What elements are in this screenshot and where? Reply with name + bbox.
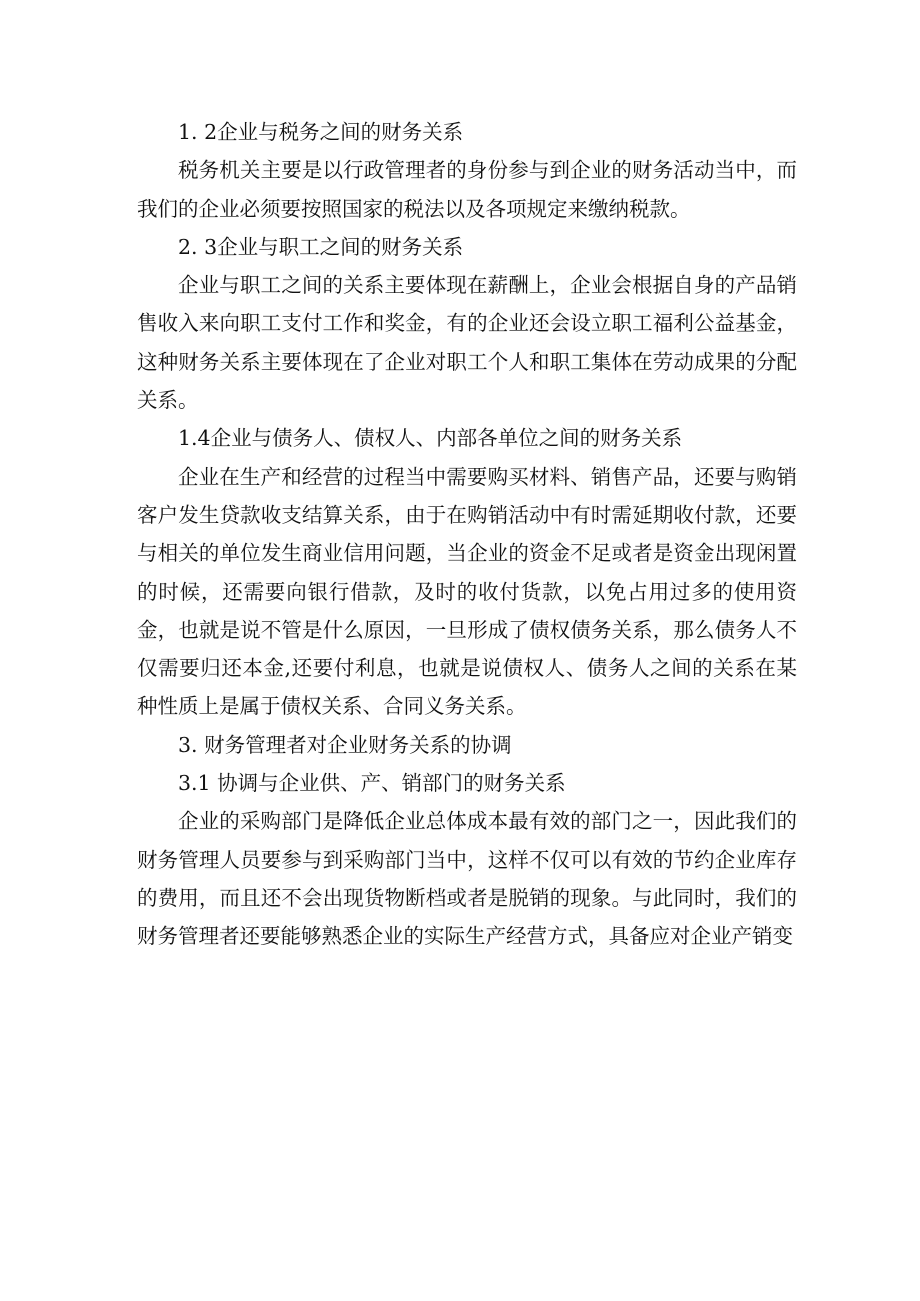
heading-coordination: 3. 财务管理者对企业财务关系的协调: [178, 732, 512, 757]
heading-tax-relation: 1. 2企业与税务之间的财务关系: [178, 120, 464, 144]
heading-employee-relation: 2. 3企业与职工之间的财务关系: [178, 234, 464, 259]
document-body: [137, 113, 797, 956]
paragraph-debtor-creditor-relation: 企业在生产和经营的过程当中需要购买材料、销售产品，还要与购销客户发生贷款收支结算关系，由于在购销活动中有时需延期收付款，还要与相关的单位发生商业信用问题，当企业的资金不足或者是资金出现闲置的时候，还需要向银行借款，及时的收付货款，以免占用过多的使用资金，也就是说不管是什么原因，一旦形成了债权债务关系，那么债务人不仅需要归还本金,还要付利息，也就是说债权人、债务人之间的关系在某种性质上是属于债权关系、合同义务关系。: [137, 464, 797, 719]
paragraph-employee-relation: 企业与职工之间的关系主要体现在薪酬上，企业会根据自身的产品销售收入来向职工支付工作和奖金，有的企业还会设立职工福利公益基金，这种财务关系主要体现在了企业对职工个人和职工集体在劳动成果的分配关系。: [137, 273, 797, 413]
paragraph-purchasing-department: 企业的采购部门是降低企业总体成本最有效的部门之一，因此我们的财务管理人员要参与到采购部门当中，这样不仅可以有效的节约企业库存的费用，而且还不会出现货物断档或者是脱销的现象。与此同时，我们的财务管理者还要能够熟悉企业的实际生产经营方式，具备应对企业产销变: [137, 809, 797, 949]
paragraph-tax-relation: 税务机关主要是以行政管理者的身份参与到企业的财务活动当中，而我们的企业必须要按照国家的税法以及各项规定来缴纳税款。: [137, 158, 797, 221]
heading-debtor-creditor-relation: 1.4企业与债务人、债权人、内部各单位之间的财务关系: [178, 426, 683, 451]
heading-supply-production-sales: 3.1 协调与企业供、产、销部门的财务关系: [178, 771, 566, 796]
